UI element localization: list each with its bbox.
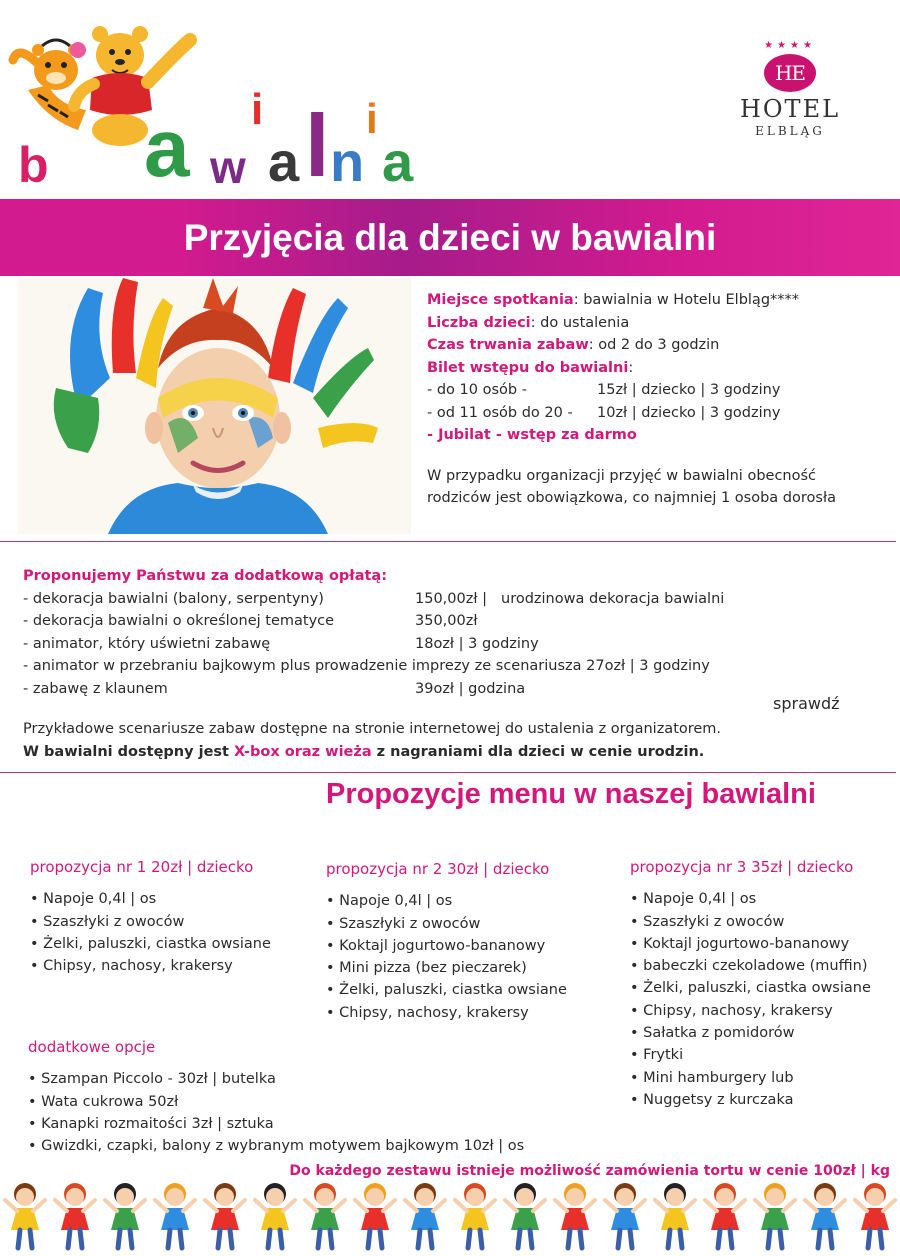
extras-item — [23, 655, 883, 678]
kids-border-illustration — [0, 1178, 900, 1256]
child-photo — [18, 278, 411, 534]
list-item: • Chipsy, nachosy, krakersy — [630, 1000, 871, 1022]
logo-letter: n — [330, 130, 365, 193]
list-item: • Mini pizza (bez pieczarek) — [326, 957, 567, 979]
xbox-pre: W bawialni dostępny jest — [23, 743, 235, 760]
list-item: • Frytki — [630, 1044, 871, 1066]
list-item: • babeczki czekoladowe (muffin) — [630, 955, 871, 977]
duration-value: : od 2 do 3 godzin — [588, 337, 720, 353]
extras-item — [23, 678, 883, 701]
menu-title: Propozycje menu w naszej bawialni — [326, 778, 816, 810]
kid-figure — [805, 1183, 845, 1248]
list-item: • Szaszłyki z owoców — [326, 913, 567, 935]
kid-figure — [605, 1183, 645, 1248]
list-item: • Napoje 0,4l | os — [30, 888, 271, 910]
menu-option-2 — [326, 858, 567, 1024]
price-row — [427, 379, 887, 402]
info-place — [427, 289, 887, 312]
kid-figure — [655, 1183, 695, 1248]
list-item: • Mini hamburgery lub — [630, 1067, 871, 1089]
kids-value: : do ustalenia — [530, 314, 630, 331]
price-group: - od 11 osób do 20 - — [427, 404, 573, 421]
info-kids — [427, 312, 887, 335]
logo-letter: a — [268, 130, 300, 193]
divider — [0, 541, 896, 542]
page-title: Przyjęcia dla dzieci w bawialni — [183, 217, 717, 258]
duration-label: Czas trwania zabaw — [427, 337, 589, 353]
kid-figure — [455, 1183, 495, 1248]
price-group: - do 10 osób - — [427, 382, 527, 398]
price-value: 10zł | dziecko | 3 godziny — [597, 404, 781, 421]
kid-figure — [55, 1183, 95, 1248]
extras-item-price: 18ozł | 3 godziny — [415, 635, 539, 652]
extras-item-price: 350,00zł — [415, 613, 478, 629]
xbox-post: z nagraniami dla dzieci w cenie urodzin. — [371, 743, 705, 760]
kid-figure — [105, 1183, 145, 1248]
extras-item-name: - dekoracja bawialni (balony, serpentyny) — [23, 590, 324, 607]
kid-figure — [205, 1183, 245, 1248]
list-item: • Żelki, paluszki, ciastka owsiane — [30, 933, 271, 955]
kid-figure — [855, 1183, 895, 1248]
ticket-colon: : — [628, 359, 634, 376]
kid-figure — [705, 1183, 745, 1248]
list-item: • Nuggetsy z kurczaka — [630, 1089, 871, 1111]
event-info — [427, 289, 887, 510]
xbox-line — [23, 741, 721, 764]
logo-letter: i — [251, 85, 264, 134]
menu-option-head: propozycja nr 3 35zł | dziecko — [630, 858, 854, 876]
list-item: • Gwizdki, czapki, balony z wybranym motywem bajkowym 10zł | os — [28, 1135, 524, 1157]
logo-letter: b — [18, 137, 49, 193]
extras-item-name: - zabawę z klaunem — [23, 680, 168, 697]
optional-list — [28, 1068, 524, 1157]
list-item: • Szaszłyki z owoców — [30, 911, 271, 933]
hotel-monogram: HE — [764, 54, 816, 92]
list-item: • Chipsy, nachosy, krakersy — [326, 1002, 567, 1024]
price-row — [427, 402, 887, 425]
list-item: • Sałatka z pomidorów — [630, 1022, 871, 1044]
hotel-name: HOTEL — [739, 95, 841, 123]
jubilat-note: - Jubilat - wstęp za darmo — [427, 427, 637, 443]
extras-item-name: - dekoracja bawialni o określonej tematyce — [23, 613, 335, 629]
note-line: W przypadku organizacji przyjęć w bawialni obecność — [427, 467, 817, 484]
list-item: • Chipsy, nachosy, krakersy — [30, 955, 271, 977]
list-item: • Napoje 0,4l | os — [326, 890, 567, 912]
list-item: • Koktajl jogurtowo-bananowy — [326, 935, 567, 957]
menu-option-1 — [30, 856, 271, 977]
bawialnia-logo — [8, 10, 428, 195]
kid-figure — [305, 1183, 345, 1248]
extras-item — [23, 610, 883, 633]
kid-figure — [405, 1183, 445, 1248]
logo-letter: i — [366, 95, 378, 142]
examples-note — [23, 718, 721, 763]
logo-letter: a — [144, 103, 190, 194]
extras-item-name: - animator w przebraniu bajkowym plus prowadzenie imprezy ze scenariusza 27ozł | 3 godziny — [23, 658, 710, 674]
examples-line: Przykładowe scenariusze zabaw dostępne na stronie internetowej do ustalenia z organizatorem. — [23, 721, 722, 737]
kids-label: Liczba dzieci — [427, 314, 531, 331]
info-duration — [427, 334, 887, 357]
optional-head: dodatkowe opcje — [28, 1038, 156, 1056]
painted-child-illustration — [18, 278, 411, 534]
check-link[interactable]: sprawdź — [773, 694, 840, 713]
extras-heading: Proponujemy Państwu za dodatkową opłatą: — [23, 568, 387, 584]
extras-item — [23, 633, 883, 656]
hotel-logo — [725, 40, 855, 139]
extras-item-desc: urodzinowa dekoracja bawialni — [501, 590, 725, 607]
hotel-city: ELBLĄG — [755, 124, 825, 138]
price-value: 15zł | dziecko | 3 godziny — [597, 382, 781, 398]
xbox-highlight: X-box oraz wieża — [234, 743, 372, 760]
extras-item — [23, 588, 883, 611]
menu-option-head: propozycja nr 1 20zł | dziecko — [30, 858, 254, 876]
place-value: : bawialnia w Hotelu Elbląg**** — [573, 292, 800, 308]
extras-item-price: 39ozł | godzina — [415, 680, 526, 697]
title-banner — [0, 199, 900, 276]
list-item: • Żelki, paluszki, ciastka owsiane — [326, 979, 567, 1001]
list-item: • Kanapki rozmaitości 3zł | sztuka — [28, 1113, 524, 1135]
kid-figure — [755, 1183, 795, 1248]
list-item: • Żelki, paluszki, ciastka owsiane — [630, 977, 871, 999]
ticket-label: Bilet wstępu do bawialni — [427, 359, 629, 376]
menu-option-3 — [630, 856, 871, 1111]
logo-letter: w — [210, 141, 246, 193]
info-ticket — [427, 357, 887, 380]
kid-figure — [255, 1183, 295, 1248]
cake-note: Do każdego zestawu istnieje możliwość zamówienia tortu w cenie 100zł | kg — [289, 1163, 890, 1179]
optional-extras — [28, 1036, 524, 1157]
menu-option-head: propozycja nr 2 30zł | dziecko — [326, 860, 550, 878]
divider — [0, 772, 896, 773]
logo-letter: l — [305, 96, 330, 195]
extras-item-name: - animator, który uświetni zabawę — [23, 635, 271, 652]
kid-figure — [155, 1183, 195, 1248]
list-item: • Koktajl jogurtowo-bananowy — [630, 933, 871, 955]
list-item: • Napoje 0,4l | os — [630, 888, 871, 910]
note-line: rodziców jest obowiązkowa, co najmniej 1 osoba dorosła — [427, 490, 836, 506]
extras-item-price: 150,00zł | — [415, 590, 487, 607]
list-item: • Szaszłyki z owoców — [630, 911, 871, 933]
extras-section — [23, 565, 883, 700]
menu-option-list — [30, 888, 271, 977]
kid-figure — [505, 1183, 545, 1248]
kid-figure — [355, 1183, 395, 1248]
list-item: • Szampan Piccolo - 30zł | butelka — [28, 1068, 524, 1090]
logo-letter: a — [382, 130, 414, 193]
list-item: • Wata cukrowa 50zł — [28, 1091, 524, 1113]
kid-figure — [5, 1183, 45, 1248]
hotel-stars: ★★★★ — [764, 40, 816, 51]
kid-figure — [555, 1183, 595, 1248]
place-label: Miejsce spotkania — [427, 292, 574, 308]
menu-option-list — [326, 890, 567, 1024]
parents-note — [427, 465, 887, 510]
menu-option-list — [630, 888, 871, 1111]
